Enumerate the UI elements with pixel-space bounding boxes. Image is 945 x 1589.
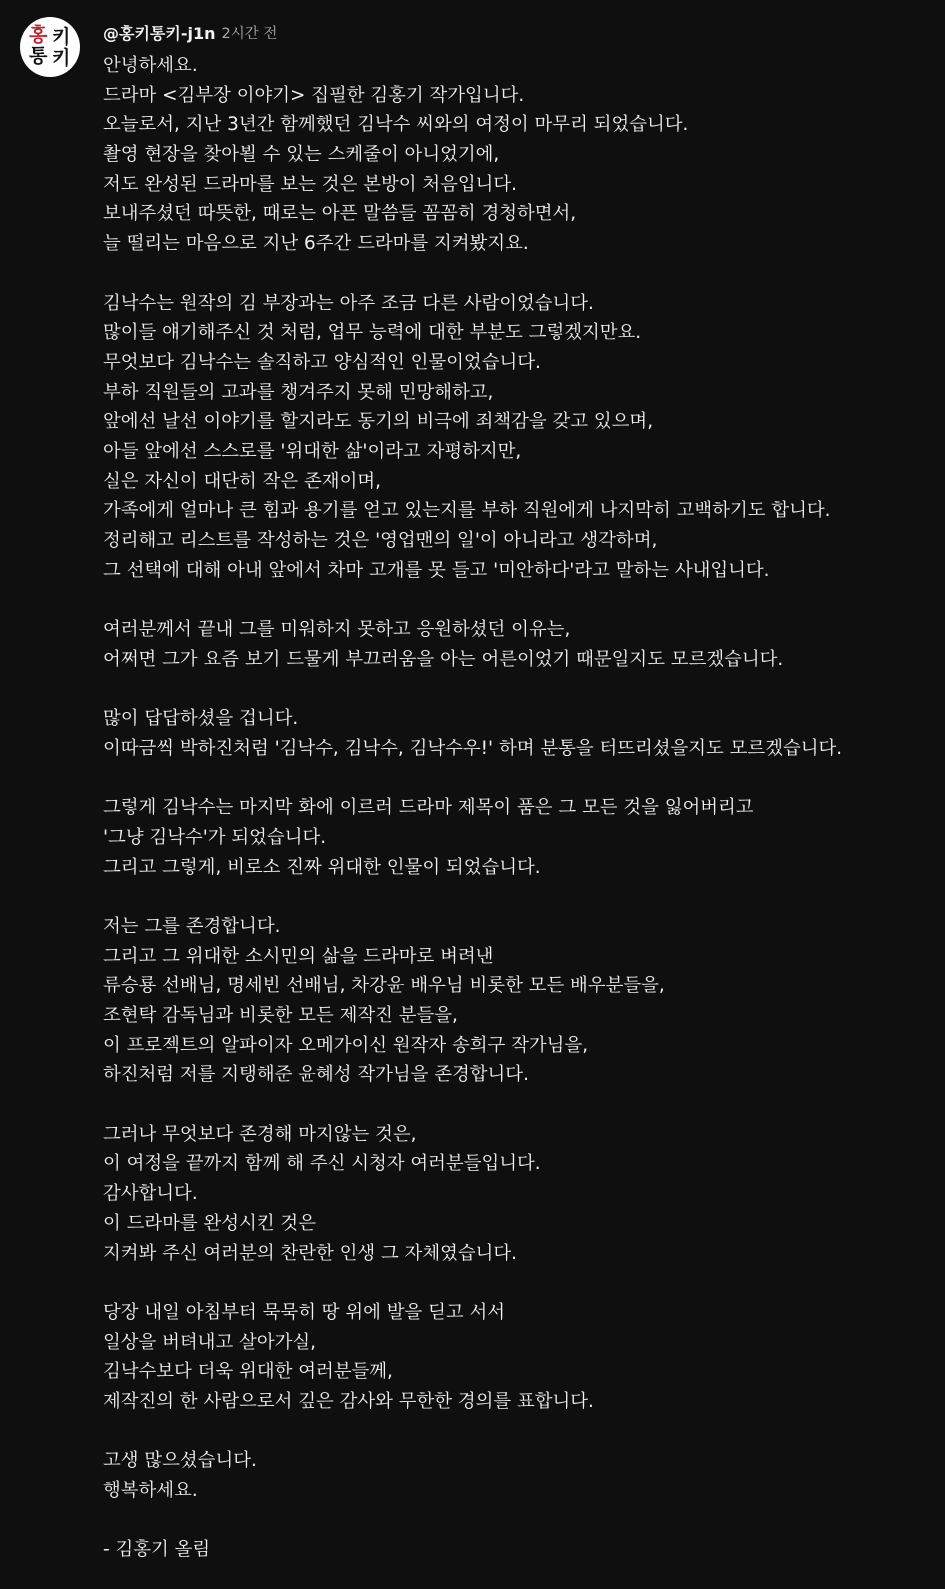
comment-line [103, 882, 933, 912]
comment-line: 이 프로젝트의 알파이자 오메가이신 원작자 송희구 작가님을, [103, 1034, 589, 1056]
comment-line: 정리해고 리스트를 작성하는 것은 '영업맨의 일'이 아니라고 생각하며, [103, 530, 658, 551]
comment-line [103, 674, 933, 704]
comment-line: 하진처럼 저를 지탱해준 윤혜성 작가님을 존경합니다. [103, 1064, 529, 1086]
comment-line: 많이들 얘기해주신 것 처럼, 업무 능력에 대한 부분도 그렇겠지만요. [103, 322, 642, 344]
author-name[interactable]: @홍키통키-j1n [103, 23, 216, 43]
comment-line: 김낙수보다 더욱 위대한 여러분들께, [103, 1361, 393, 1383]
avatar-char: 통 [29, 45, 48, 67]
comment-line: 그리고 그 위대한 소시민의 삶을 드라마로 벼려낸 [103, 945, 494, 967]
comment-line: 여러분께서 끝내 그를 미워하지 못하고 응원하셨던 이유는, [103, 619, 571, 641]
avatar-char: 키 [52, 47, 71, 69]
comment-line: '그냥 김낙수'가 되었습니다. [103, 826, 327, 848]
comment-line: 안녕하세요. [103, 55, 198, 76]
comment-text [103, 51, 933, 1565]
comment-line [103, 764, 933, 794]
comment-line [103, 1506, 933, 1536]
comment-line [103, 1090, 933, 1120]
comment-line: 앞에선 날선 이야기를 할지라도 동기의 비극에 죄책감을 갖고 있으며, [103, 411, 654, 433]
comment-line: 촬영 현장을 찾아뵐 수 있는 스케줄이 아니었기에, [103, 144, 500, 166]
comment-line [103, 1417, 933, 1447]
comment-line: 아들 앞에선 스스로를 '위대한 삶'이라고 자평하지만, [103, 440, 522, 462]
comment-line: 이 드라마를 완성시킨 것은 [103, 1212, 316, 1234]
comment-line: 오늘로서, 지난 3년간 함께했던 김낙수 씨와의 여정이 마무리 되었습니다. [103, 114, 689, 136]
comment-line: 행복하세요. [103, 1480, 198, 1501]
comment-line: 드라마 <김부장 이야기> 집필한 김홍기 작가입니다. [103, 84, 525, 106]
comment-line: 감사합니다. [103, 1183, 198, 1205]
comment-line: 무엇보다 김낙수는 솔직하고 양심적인 인물이었습니다. [103, 351, 541, 373]
comment-line: - 김홍기 올림 [103, 1539, 211, 1561]
comment-line [103, 585, 933, 615]
comment-line [103, 259, 933, 289]
comment-line: 그렇게 김낙수는 마지막 화에 이르러 드라마 제목이 품은 그 모든 것을 잃어버리고 [103, 797, 754, 819]
timestamp[interactable]: 2시간 전 [221, 25, 278, 42]
comment-line: 그리고 그렇게, 비로소 진짜 위대한 인물이 되었습니다. [103, 856, 541, 878]
comment-line: 저도 완성된 드라마를 보는 것은 본방이 처음입니다. [103, 173, 517, 195]
comment-line: 류승룡 선배님, 명세빈 선배님, 차강윤 배우님 비롯한 모든 배우분들을, [103, 975, 665, 997]
comment-line [103, 1268, 933, 1298]
comment-line: 조현탁 감독님과 비롯한 모든 제작진 분들을, [103, 1005, 458, 1026]
avatar-char: 키 [52, 26, 71, 48]
comment-line: 제작진의 한 사람으로서 깊은 감사와 무한한 경의를 표합니다. [103, 1390, 594, 1412]
comment-line: 가족에게 얼마나 큰 힘과 용기를 얻고 있는지를 부하 직원에게 나지막히 고백하기도 합니다. [103, 500, 831, 522]
avatar-char: 홍 [29, 24, 48, 46]
comment-header [103, 20, 277, 44]
comment-line: 일상을 버텨내고 살아가실, [103, 1331, 316, 1353]
comment-line: 그 선택에 대해 아내 앞에서 차마 고개를 못 들고 '미안하다'라고 말하는 사내입니다. [103, 559, 770, 581]
comment-line: 그러나 무엇보다 존경해 마지않는 것은, [103, 1123, 417, 1145]
comment-line: 부하 직원들의 고과를 챙겨주지 못해 민망해하고, [103, 381, 494, 403]
comment-line: 보내주셨던 따뜻한, 때로는 아픈 말씀들 꼼꼼히 경청하면서, [103, 203, 577, 225]
comment-line: 지켜봐 주신 여러분의 찬란한 인생 그 자체였습니다. [103, 1242, 517, 1264]
avatar[interactable] [20, 17, 80, 77]
comment-line: 이 여정을 끝까지 함께 해 주신 시청자 여러분들입니다. [103, 1153, 541, 1175]
comment-line: 고생 많으셨습니다. [103, 1450, 257, 1472]
comment-line: 이따금씩 박하진처럼 '김낙수, 김낙수, 김낙수우!' 하며 분통을 터뜨리셨을지도 모르겠습니다. [103, 737, 843, 759]
comment-line: 많이 답답하셨을 겁니다. [103, 708, 299, 730]
comment-line: 늘 떨리는 마음으로 지난 6주간 드라마를 지켜봤지요. [103, 233, 529, 255]
comment-line: 당장 내일 아침부터 묵묵히 땅 위에 발을 딛고 서서 [103, 1301, 506, 1323]
comment-line: 저는 그를 존경합니다. [103, 915, 281, 937]
comment-line: 어쩌면 그가 요즘 보기 드물게 부끄러움을 아는 어른이었기 때문일지도 모르겠습니다. [103, 648, 784, 670]
comment-line: 김낙수는 원작의 김 부장과는 아주 조금 다른 사람이었습니다. [103, 292, 594, 314]
comment-line: 실은 자신이 대단히 작은 존재이며, [103, 470, 381, 492]
